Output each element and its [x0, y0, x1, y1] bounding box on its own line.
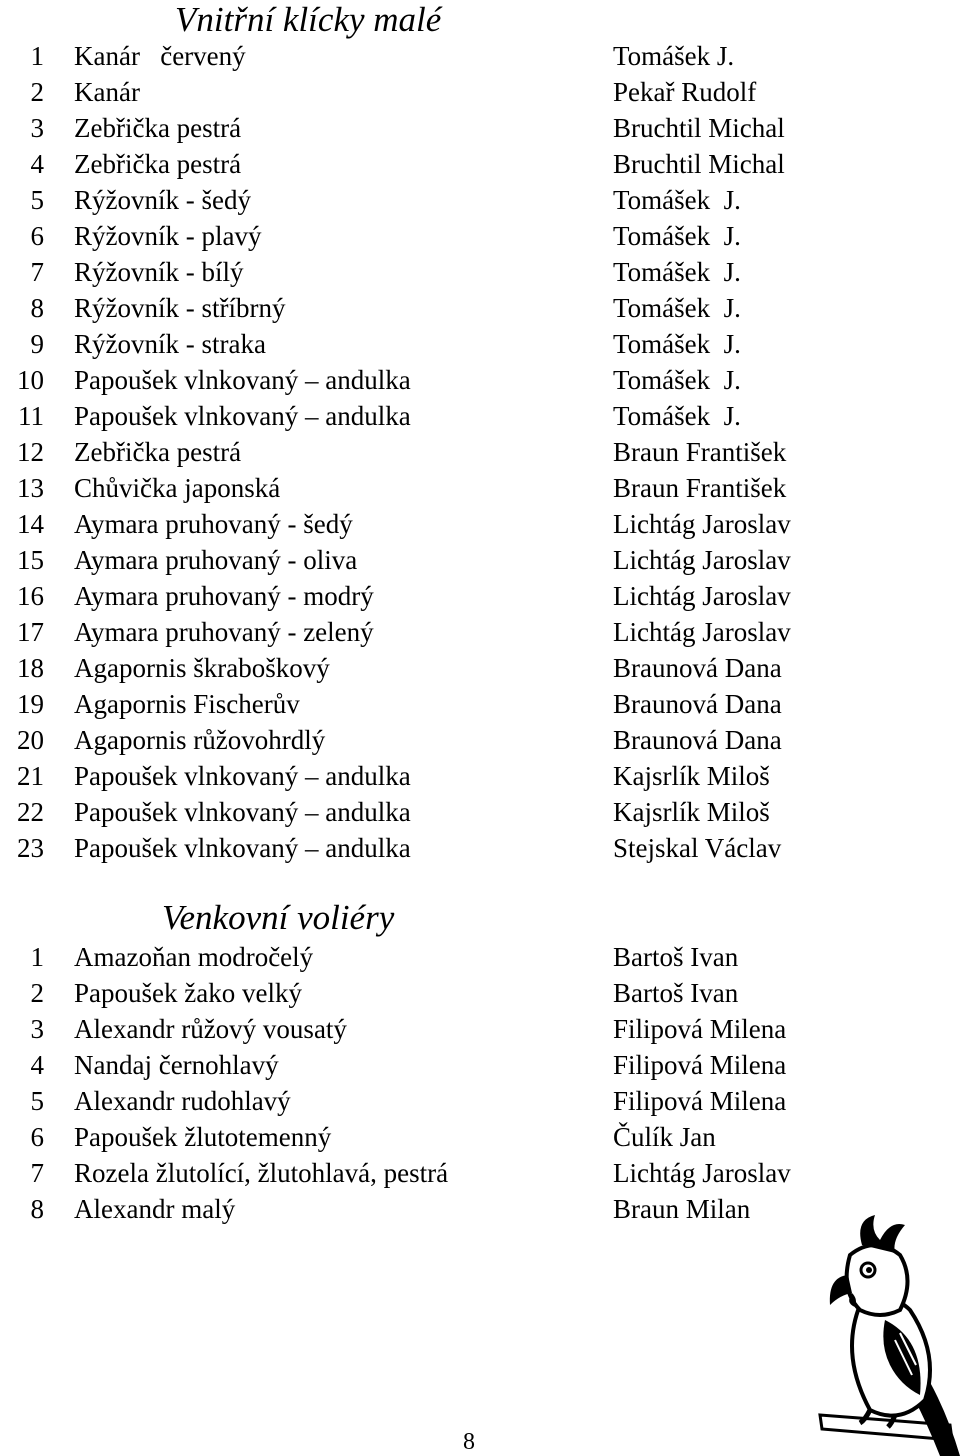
row-number: 16: [17, 581, 44, 611]
list-item: [0, 398, 960, 434]
owner-name: Filipová Milena: [613, 1014, 787, 1044]
list-item: [0, 758, 960, 794]
row-number: 2: [30, 77, 44, 107]
owner-name: Lichtág Jaroslav: [613, 1158, 791, 1188]
owner-name: Bartoš Ivan: [613, 978, 739, 1008]
row-number: 7: [30, 1158, 44, 1188]
bird-name: Rýžovník - straka: [74, 329, 266, 359]
list-item: [0, 326, 960, 362]
row-number: 20: [17, 725, 44, 755]
row-number: 1: [30, 942, 44, 972]
list-item: [0, 1083, 960, 1119]
owner-name: Tomášek J.: [613, 257, 741, 287]
bird-name: Rýžovník - bílý: [74, 257, 244, 287]
list-item: [0, 470, 960, 506]
row-number: 21: [17, 761, 44, 791]
owner-name: Tomášek J.: [613, 401, 741, 431]
bird-name: Rýžovník - stříbrný: [74, 293, 286, 323]
outdoor-aviaries-list: [0, 939, 960, 1227]
row-number: 8: [30, 293, 44, 323]
row-number: 4: [30, 1050, 44, 1080]
owner-name: Filipová Milena: [613, 1086, 787, 1116]
owner-name: Kajsrlík Miloš: [613, 761, 770, 791]
owner-name: Bruchtil Michal: [613, 149, 785, 179]
bird-name: Rýžovník - šedý: [74, 185, 251, 215]
bird-name: Aymara pruhovaný - oliva: [74, 545, 358, 575]
row-number: 18: [17, 653, 44, 683]
list-item: [0, 650, 960, 686]
row-number: 22: [17, 797, 44, 827]
section-title-outdoor-aviaries: Venkovní voliéry: [162, 898, 395, 937]
list-item: [0, 722, 960, 758]
bird-name: Zebřička pestrá: [74, 113, 242, 143]
bird-name: Papoušek vlnkovaný – andulka: [74, 797, 411, 827]
list-item: [0, 146, 960, 182]
owner-name: Bruchtil Michal: [613, 113, 785, 143]
list-item: [0, 74, 960, 110]
owner-name: Braunová Dana: [613, 653, 782, 683]
row-number: 14: [17, 509, 44, 539]
bird-name: Papoušek vlnkovaný – andulka: [74, 401, 411, 431]
bird-name: Papoušek vlnkovaný – andulka: [74, 833, 411, 863]
row-number: 6: [30, 1122, 44, 1152]
bird-name: Aymara pruhovaný - modrý: [74, 581, 374, 611]
owner-name: Tomášek J.: [613, 41, 735, 71]
list-item: [0, 686, 960, 722]
owner-name: Lichtág Jaroslav: [613, 545, 791, 575]
parrot-illustration-icon: [800, 1215, 960, 1456]
owner-name: Tomášek J.: [613, 329, 741, 359]
bird-name: Agapornis škraboškový: [74, 653, 330, 683]
bird-name: Agapornis Fischerův: [74, 689, 300, 719]
bird-name: Nandaj černohlavý: [74, 1050, 279, 1080]
bird-name: Alexandr růžový vousatý: [74, 1014, 347, 1044]
row-number: 3: [30, 1014, 44, 1044]
owner-name: Bartoš Ivan: [613, 942, 739, 972]
row-number: 1: [30, 41, 44, 71]
owner-name: Tomášek J.: [613, 365, 741, 395]
owner-name: Braun Milan: [613, 1194, 751, 1224]
bird-name: Zebřička pestrá: [74, 149, 242, 179]
owner-name: Stejskal Václav: [613, 833, 782, 863]
row-number: 3: [30, 113, 44, 143]
bird-name: Aymara pruhovaný - zelený: [74, 617, 374, 647]
row-number: 6: [30, 221, 44, 251]
owner-name: Braunová Dana: [613, 725, 782, 755]
list-item: [0, 506, 960, 542]
list-item: [0, 110, 960, 146]
bird-name: Alexandr rudohlavý: [74, 1086, 291, 1116]
bird-name: Rozela žlutolící, žlutohlavá, pestrá: [74, 1158, 449, 1188]
list-item: [0, 182, 960, 218]
list-item: [0, 542, 960, 578]
owner-name: Tomášek J.: [613, 185, 741, 215]
owner-name: Lichtág Jaroslav: [613, 581, 791, 611]
owner-name: Braun František: [613, 437, 787, 467]
list-item: [0, 1119, 960, 1155]
list-item: [0, 254, 960, 290]
owner-name: Lichtág Jaroslav: [613, 509, 791, 539]
page-number: 8: [463, 1429, 475, 1455]
bird-name: Alexandr malý: [74, 1194, 236, 1224]
owner-name: Pekař Rudolf: [613, 77, 757, 107]
bird-name: Aymara pruhovaný - šedý: [74, 509, 353, 539]
list-item: [0, 38, 960, 74]
row-number: 5: [30, 185, 44, 215]
list-item: [0, 614, 960, 650]
bird-name: Zebřička pestrá: [74, 437, 242, 467]
row-number: 15: [17, 545, 44, 575]
row-number: 17: [17, 617, 44, 647]
owner-name: Lichtág Jaroslav: [613, 617, 791, 647]
bird-name: Agapornis růžovohrdlý: [74, 725, 326, 755]
bird-name: Papoušek žlutotemenný: [74, 1122, 332, 1152]
list-item: [0, 830, 960, 866]
row-number: 11: [18, 401, 44, 431]
list-item: [0, 939, 960, 975]
owner-name: Braun František: [613, 473, 787, 503]
owner-name: Čulík Jan: [613, 1122, 716, 1152]
bird-name: Papoušek vlnkovaný – andulka: [74, 365, 411, 395]
bird-name: Papoušek žako velký: [74, 978, 302, 1008]
owner-name: Kajsrlík Miloš: [613, 797, 770, 827]
list-item: [0, 434, 960, 470]
bird-name: Amazoňan modročelý: [74, 942, 314, 972]
bird-name: Rýžovník - plavý: [74, 221, 262, 251]
indoor-cages-list: [0, 38, 960, 866]
list-item: [0, 975, 960, 1011]
row-number: 2: [30, 978, 44, 1008]
row-number: 7: [30, 257, 44, 287]
row-number: 19: [17, 689, 44, 719]
owner-name: Filipová Milena: [613, 1050, 787, 1080]
row-number: 10: [17, 365, 44, 395]
section-title-indoor-cages: Vnitřní klícky malé: [175, 0, 442, 39]
row-number: 23: [17, 833, 44, 863]
list-item: [0, 218, 960, 254]
row-number: 13: [17, 473, 44, 503]
row-number: 4: [30, 149, 44, 179]
row-number: 9: [30, 329, 44, 359]
list-item: [0, 290, 960, 326]
list-item: [0, 1155, 960, 1191]
list-item: [0, 1011, 960, 1047]
row-number: 5: [30, 1086, 44, 1116]
bird-name: Kanár červený: [74, 41, 246, 71]
bird-name: Kanár: [74, 77, 140, 107]
list-item: [0, 1047, 960, 1083]
row-number: 12: [17, 437, 44, 467]
list-item: [0, 362, 960, 398]
bird-name: Papoušek vlnkovaný – andulka: [74, 761, 411, 791]
list-item: [0, 578, 960, 614]
bird-name: Chůvička japonská: [74, 473, 281, 503]
owner-name: Tomášek J.: [613, 293, 741, 323]
row-number: 8: [30, 1194, 44, 1224]
owner-name: Braunová Dana: [613, 689, 782, 719]
owner-name: Tomášek J.: [613, 221, 741, 251]
list-item: [0, 794, 960, 830]
